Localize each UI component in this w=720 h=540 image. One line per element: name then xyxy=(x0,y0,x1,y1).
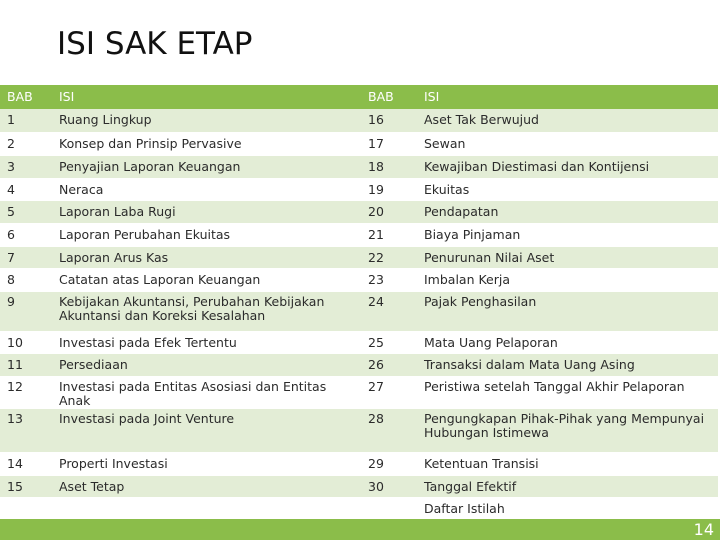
table-header-row xyxy=(0,85,718,109)
bab-number: 21 xyxy=(361,223,417,246)
bab-number: 23 xyxy=(361,268,417,291)
chapter-title: Imbalan Kerja xyxy=(417,268,718,291)
empty-cell xyxy=(52,497,361,519)
table-row xyxy=(0,223,718,246)
chapter-title: Properti Investasi xyxy=(52,452,361,475)
bab-number: 2 xyxy=(0,132,52,155)
page-number: 14 xyxy=(693,520,714,539)
table-row xyxy=(0,331,718,353)
footer-bar xyxy=(0,519,720,540)
chapter-title: Investasi pada Efek Tertentu xyxy=(52,331,361,353)
bab-number: 4 xyxy=(0,178,52,200)
chapter-title: Ruang Lingkup xyxy=(52,109,361,132)
chapter-title: Tanggal Efektif xyxy=(417,475,718,497)
header-isi-2: ISI xyxy=(417,85,718,109)
table-row xyxy=(0,376,718,408)
bab-number: 9 xyxy=(0,291,52,331)
bab-number: 18 xyxy=(361,155,417,178)
chapter-title: Pengungkapan Pihak-Pihak yang Mempunyai Hubungan Istimewa xyxy=(417,408,718,452)
header-bab: BAB xyxy=(0,85,52,109)
bab-number: 5 xyxy=(0,200,52,223)
bab-number: 20 xyxy=(361,200,417,223)
chapter-title: Persediaan xyxy=(52,353,361,376)
chapter-title: Laporan Laba Rugi xyxy=(52,200,361,223)
table-row xyxy=(0,497,718,519)
chapter-title: Biaya Pinjaman xyxy=(417,223,718,246)
table-row xyxy=(0,246,718,268)
bab-number: 30 xyxy=(361,475,417,497)
bab-number: 27 xyxy=(361,376,417,408)
bab-number: 3 xyxy=(0,155,52,178)
bab-number: 24 xyxy=(361,291,417,331)
chapter-title: Peristiwa setelah Tanggal Akhir Pelaporan xyxy=(417,376,718,408)
bab-number: 16 xyxy=(361,109,417,132)
chapter-title: Sewan xyxy=(417,132,718,155)
header-bab-2: BAB xyxy=(361,85,417,109)
table-row xyxy=(0,408,718,452)
table-row xyxy=(0,132,718,155)
chapter-title: Aset Tetap xyxy=(52,475,361,497)
bab-number: 10 xyxy=(0,331,52,353)
bab-number: 6 xyxy=(0,223,52,246)
chapter-title: Investasi pada Joint Venture xyxy=(52,408,361,452)
table-row xyxy=(0,155,718,178)
table-row xyxy=(0,178,718,200)
table-row xyxy=(0,291,718,331)
table-row xyxy=(0,200,718,223)
chapter-title: Transaksi dalam Mata Uang Asing xyxy=(417,353,718,376)
chapter-title: Kewajiban Diestimasi dan Kontijensi xyxy=(417,155,718,178)
chapter-title: Mata Uang Pelaporan xyxy=(417,331,718,353)
bab-number: 8 xyxy=(0,268,52,291)
table-row xyxy=(0,268,718,291)
chapter-title: Catatan atas Laporan Keuangan xyxy=(52,268,361,291)
bab-number: 7 xyxy=(0,246,52,268)
bab-number: 14 xyxy=(0,452,52,475)
chapter-title: Laporan Arus Kas xyxy=(52,246,361,268)
empty-cell xyxy=(361,497,417,519)
chapter-title: Pendapatan xyxy=(417,200,718,223)
bab-number: 28 xyxy=(361,408,417,452)
empty-cell xyxy=(0,497,52,519)
chapter-title: Laporan Perubahan Ekuitas xyxy=(52,223,361,246)
bab-number: 1 xyxy=(0,109,52,132)
chapter-title: Konsep dan Prinsip Pervasive xyxy=(52,132,361,155)
chapter-title: Aset Tak Berwujud xyxy=(417,109,718,132)
bab-number: 15 xyxy=(0,475,52,497)
slide-title: ISI SAK ETAP xyxy=(57,26,253,62)
bab-number: 12 xyxy=(0,376,52,408)
chapter-title: Investasi pada Entitas Asosiasi dan Entitas Anak xyxy=(52,376,361,408)
bab-number: 29 xyxy=(361,452,417,475)
chapter-title: Ekuitas xyxy=(417,178,718,200)
bab-number: 19 xyxy=(361,178,417,200)
table-row xyxy=(0,109,718,132)
header-isi: ISI xyxy=(52,85,361,109)
chapter-title: Pajak Penghasilan xyxy=(417,291,718,331)
table-row xyxy=(0,475,718,497)
chapter-title: Ketentuan Transisi xyxy=(417,452,718,475)
chapter-title: Kebijakan Akuntansi, Perubahan Kebijakan Akuntansi dan Koreksi Kesalahan xyxy=(52,291,361,331)
table-row xyxy=(0,452,718,475)
bab-number: 26 xyxy=(361,353,417,376)
chapter-title: Neraca xyxy=(52,178,361,200)
chapter-title: Penyajian Laporan Keuangan xyxy=(52,155,361,178)
bab-number: 25 xyxy=(361,331,417,353)
chapter-title: Penurunan Nilai Aset xyxy=(417,246,718,268)
table-row xyxy=(0,353,718,376)
bab-number: 17 xyxy=(361,132,417,155)
chapter-title: Daftar Istilah xyxy=(417,497,718,519)
sak-etap-table xyxy=(0,85,718,520)
bab-number: 11 xyxy=(0,353,52,376)
bab-number: 13 xyxy=(0,408,52,452)
bab-number: 22 xyxy=(361,246,417,268)
